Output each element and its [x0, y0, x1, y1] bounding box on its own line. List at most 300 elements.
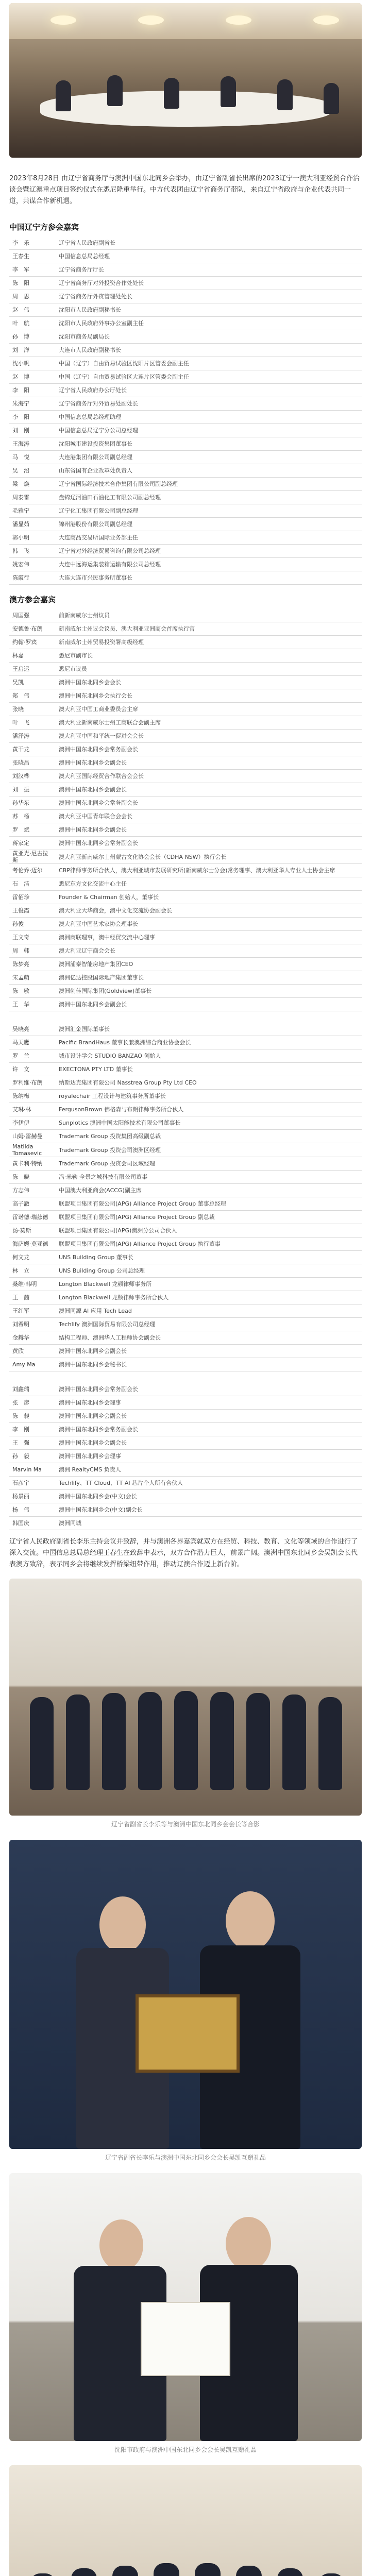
- person-figure: [318, 2573, 344, 2576]
- gift-exchange-photo: [9, 1840, 362, 2149]
- table-row: [9, 823, 362, 837]
- guest-name: 孙 博: [9, 330, 56, 344]
- guest-name: Marvin Ma: [9, 1463, 56, 1477]
- table-row: [9, 1076, 362, 1090]
- guest-title: 联盟项目集团有限公司(APG) Alliance Project Group 执行董事: [56, 1238, 362, 1251]
- guest-name: 王启运: [9, 663, 56, 676]
- guest-title: 新南威尔士州议会议员、澳大利亚亚洲商会首席执行官: [56, 622, 362, 636]
- table-row: [9, 1331, 362, 1345]
- framed-gift: [136, 1994, 240, 2073]
- table-row: [9, 944, 362, 958]
- guest-title: 澳洲中国东北同乡会常务副会长: [56, 743, 362, 756]
- guest-title: 澳大利亚中国艺术家协会理事长: [56, 918, 362, 931]
- certificate-gift: [141, 2302, 230, 2376]
- guest-title: 中国信息总局辽宁分公司总经理: [56, 424, 362, 437]
- guest-title: 辽宁省人民政府办公厅处长: [56, 384, 362, 397]
- guest-title: 澳大利亚辽宁商会会长: [56, 944, 362, 958]
- table-row: [9, 689, 362, 703]
- guest-name: 王红军: [9, 1304, 56, 1318]
- guest-name: 杨 伟: [9, 1503, 56, 1517]
- guest-figure: [56, 80, 71, 111]
- table-row: [9, 1157, 362, 1171]
- guest-title: 澳大利亚大华商会，澳中文化交流协会副会长: [56, 904, 362, 918]
- guest-name: 苏 杨: [9, 810, 56, 823]
- guest-name: 王海涛: [9, 437, 56, 451]
- table-row: [9, 1251, 362, 1264]
- table-row: [9, 1503, 362, 1517]
- guest-title: 澳洲中国东北同乡会常务副会长: [56, 1383, 362, 1396]
- guest-name: 雷佰珍: [9, 891, 56, 904]
- table-row: [9, 1436, 362, 1450]
- guest-figure: [107, 75, 123, 106]
- guest-name: 王 华: [9, 998, 56, 1011]
- guest-title: 澳洲中国东北同乡会副会长: [56, 998, 362, 1011]
- guest-title: 大连港集团有限公司副总经理: [56, 451, 362, 464]
- guest-title: 澳洲中国东北同乡会(中文)副会长: [56, 1503, 362, 1517]
- guest-name: 韩国庆: [9, 1517, 56, 1530]
- table-row: [9, 290, 362, 303]
- table-row: [9, 649, 362, 663]
- spacer: [0, 1371, 371, 1383]
- guest-name: 王俊霞: [9, 904, 56, 918]
- guest-title: 澳洲中国东北同乡会常务副会长: [56, 1423, 362, 1436]
- guest-name: Amy Ma: [9, 1358, 56, 1371]
- guest-name: 陈 昶: [9, 1410, 56, 1423]
- table-row: [9, 676, 362, 689]
- guest-name: 周 韩: [9, 944, 56, 958]
- guest-name: 朱海宁: [9, 397, 56, 411]
- guest-title: 澳洲 RealtyCMS 负责人: [56, 1463, 362, 1477]
- guest-name: 方志伟: [9, 1184, 56, 1197]
- guest-name: 宋孟萌: [9, 971, 56, 985]
- guest-name: 何文龙: [9, 1251, 56, 1264]
- guest-title: 中国（辽宁）自由贸易试验区大连片区管委会副主任: [56, 370, 362, 384]
- table-row: [9, 971, 362, 985]
- guest-title: 辽宁省对外经济贸易咨询有限公司总经理: [56, 545, 362, 558]
- table-row: [9, 783, 362, 796]
- guest-name: 李 刚: [9, 1423, 56, 1436]
- ceiling-lamp-icon: [226, 15, 251, 25]
- table-row: [9, 663, 362, 676]
- table-row: [9, 317, 362, 330]
- guest-figure: [164, 78, 179, 109]
- guest-name: 王春生: [9, 250, 56, 263]
- event-banquet-photo: [9, 3, 362, 158]
- guest-title: 冯·米勒 全景之城科技有限公司董事: [56, 1171, 362, 1184]
- table-row: [9, 330, 362, 344]
- person-figure: [318, 1697, 342, 1790]
- person-figure: [30, 2573, 56, 2576]
- guest-title: 澳洲中国东北同乡会常务副会长: [56, 796, 362, 810]
- guest-name: 吴晓亮: [9, 1023, 56, 1036]
- table-row: [9, 622, 362, 636]
- guest-title: 澳洲中国东北同乡会副会长: [56, 823, 362, 837]
- guest-title: 沈阳城市建设投资集团董事长: [56, 437, 362, 451]
- guest-title: 山东省国有企业改革处负责人: [56, 464, 362, 478]
- guest-title: Techlify 澳洲国际贸易有限公司总经理: [56, 1318, 362, 1331]
- photo-caption: 辽宁省副省长李乐等与澳洲中国东北同乡会会长等合影: [111, 1821, 260, 1828]
- person-figure: [112, 2566, 138, 2576]
- guest-name: 李伊伊: [9, 1116, 56, 1130]
- guest-title: Techlify、TT Cloud、TT AI 芯片个人所有合伙人: [56, 1477, 362, 1490]
- guest-name: 张 彦: [9, 1396, 56, 1410]
- guest-name: 汤·莫斯: [9, 1224, 56, 1238]
- guest-name: 陈纳梅: [9, 1090, 56, 1103]
- guest-name: 刘汉桦: [9, 770, 56, 783]
- person-head: [99, 2219, 143, 2271]
- table-row: [9, 756, 362, 770]
- guest-name: 陈 敏: [9, 985, 56, 998]
- guest-name: 杨景丽: [9, 1490, 56, 1503]
- guest-name: 李 阳: [9, 384, 56, 397]
- table-row: [9, 1318, 362, 1331]
- guest-title: 悉尼市副市长: [56, 649, 362, 663]
- guest-title: Trademark Group 投资集团高级副总裁: [56, 1130, 362, 1143]
- guest-title: Longton Blackwell 龙顿律师事务所合伙人: [56, 1291, 362, 1304]
- person-figure: [282, 1694, 306, 1790]
- guest-name: 石 洁: [9, 877, 56, 891]
- liaoning-guest-table: [9, 236, 362, 585]
- guest-name: 黄欣: [9, 1345, 56, 1358]
- guest-name: 孙 毅: [9, 1450, 56, 1463]
- guest-title: 澳洲中国东北同乡会会长: [56, 676, 362, 689]
- guest-title: 澳洲浦泰智能房地产集团CEO: [56, 958, 362, 971]
- person-head: [226, 1891, 275, 1951]
- guest-title: 澳洲同源 AI 应用 Tech Lead: [56, 1304, 362, 1318]
- guest-name: 海萨姆·莫亚德: [9, 1238, 56, 1251]
- guest-name: 马 悦: [9, 451, 56, 464]
- person-head: [99, 1896, 146, 1953]
- guest-name: 周泰雷: [9, 491, 56, 504]
- guest-name: 张晓: [9, 703, 56, 716]
- guest-name: 李 乐: [9, 236, 56, 250]
- ceiling-lamp-icon: [138, 15, 164, 25]
- table-row: [9, 1358, 362, 1371]
- guest-name: 毛雅宁: [9, 504, 56, 518]
- guest-title: 悉尼市议员: [56, 663, 362, 676]
- photo-caption: 沈阳市政府与澳洲中国东北同乡会会长吴凯互赠礼品: [114, 2446, 257, 2453]
- table-row: [9, 1264, 362, 1278]
- table-row: [9, 397, 362, 411]
- guest-title: 澳大利亚新南威尔士州蒙古文化协会会长（CDHA NSW）执行会长: [56, 850, 362, 864]
- table-row: [9, 277, 362, 290]
- table-row: [9, 518, 362, 531]
- ceiling-lamp-icon: [50, 15, 76, 25]
- guest-title: 澳洲商联理事，澳中经贸交流中心理事: [56, 931, 362, 944]
- guest-name: 罗 斌: [9, 823, 56, 837]
- guest-figure: [324, 83, 339, 114]
- guest-title: 澳大利亚中国青年联合会会长: [56, 810, 362, 823]
- guest-title: 大连商品交易所国际业务部主任: [56, 531, 362, 545]
- guest-title: 大连市人民政府副秘书长: [56, 344, 362, 357]
- guest-figure: [221, 76, 236, 107]
- guest-title: 澳大利亚国际经贸合作联合会会长: [56, 770, 362, 783]
- guest-title: 澳洲中国东北同乡会常务副会长: [56, 837, 362, 850]
- guest-name: 李 军: [9, 263, 56, 277]
- person-figure: [277, 2568, 303, 2576]
- guest-figure: [277, 79, 293, 110]
- guest-title: 联盟项目集团有限公司(APG)澳洲分公司合伙人: [56, 1224, 362, 1238]
- person-figure: [174, 1691, 198, 1790]
- table-row: [9, 703, 362, 716]
- guest-name: 黄亚光·尼古拉斯: [9, 850, 56, 864]
- table-row: [9, 891, 362, 904]
- guest-title: 辽宁省商务厅对外投资合作处处长: [56, 277, 362, 290]
- guest-title: 沈阳市商务局副局长: [56, 330, 362, 344]
- guest-name: 叶 航: [9, 317, 56, 330]
- guest-name: Matilda Tomasevic: [9, 1143, 56, 1157]
- guest-title: 澳大利亚新南威尔士州工商联合会副主席: [56, 716, 362, 730]
- table-row: [9, 1477, 362, 1490]
- table-row: [9, 1090, 362, 1103]
- table-row: [9, 1450, 362, 1463]
- guest-title: 辽宁省国际经济技术合作集团有限公司副总经理: [56, 478, 362, 491]
- table-row: [9, 609, 362, 622]
- intro-paragraph: 2023年8月28日 由辽宁省商务厅与澳洲中国东北同乡会举办，由辽宁省副省长出席的2023辽宁一澳大利亚经贸合作洽谈会暨辽澳重点项目签约仪式在悉尼隆重举行。中方代表团由辽宁省商务厅带队，来自辽宁省政府与企业代表共同一道，共谋合作新机遇。: [9, 175, 360, 205]
- table-row: [9, 864, 362, 877]
- guest-name: 赵 伟: [9, 303, 56, 317]
- person-figure: [71, 2568, 97, 2576]
- guest-title: EXECTONA PTY LTD 董事长: [56, 1063, 362, 1076]
- table-row: [9, 1224, 362, 1238]
- table-row: [9, 250, 362, 263]
- guest-title: Trademark Group 投资会司区域经理: [56, 1157, 362, 1171]
- person-figure: [210, 1692, 234, 1790]
- person-figure: [138, 1692, 162, 1790]
- guest-title: 大连大连市兴民事务所董事长: [56, 571, 362, 585]
- table-row: [9, 558, 362, 571]
- table-row: [9, 1304, 362, 1318]
- guest-name: 考伦乔·迈尔: [9, 864, 56, 877]
- table-row: [9, 918, 362, 931]
- guest-title: 澳洲中国东北同乡会副会长: [56, 1345, 362, 1358]
- guest-name: 孙华东: [9, 796, 56, 810]
- guest-name: 王 强: [9, 1436, 56, 1450]
- guest-title: 悉尼东方文化交流中心主任: [56, 877, 362, 891]
- guest-name: 约翰·罗宾: [9, 636, 56, 649]
- guest-name: 叶 飞: [9, 716, 56, 730]
- guest-name: 刘 刚: [9, 424, 56, 437]
- guest-title: 澳洲创佳国际集团(Goldview)董事长: [56, 985, 362, 998]
- australian-guest-table-continued: [9, 1023, 362, 1371]
- guest-name: 周 思: [9, 290, 56, 303]
- table-row: [9, 958, 362, 971]
- table-row: [9, 424, 362, 437]
- australian-guest-table-continued: [9, 1383, 362, 1530]
- guest-title: 澳洲中国东北同乡会副会长: [56, 1436, 362, 1450]
- guest-name: 韩 飞: [9, 545, 56, 558]
- table-row: [9, 796, 362, 810]
- table-row: [9, 1063, 362, 1076]
- table-row: [9, 1130, 362, 1143]
- guest-title: 盘锦辽河油田石油化工有限公司副总经理: [56, 491, 362, 504]
- guest-title: 澳大利亚中国工商业委员会主席: [56, 703, 362, 716]
- table-row: [9, 1143, 362, 1157]
- table-row: [9, 770, 362, 783]
- guest-title: Founder & Chairman 创始人，董事长: [56, 891, 362, 904]
- guest-name: 金赫华: [9, 1331, 56, 1345]
- table-row: [9, 1278, 362, 1291]
- guest-name: 刘希明: [9, 1318, 56, 1331]
- guest-name: 吴 沼: [9, 464, 56, 478]
- guest-name: 周国强: [9, 609, 56, 622]
- guest-name: 陈梦亮: [9, 958, 56, 971]
- table-row: [9, 850, 362, 864]
- table-row: [9, 1423, 362, 1436]
- guest-title: FergusonBrown 佛格森与布朗律师事务所合伙人: [56, 1103, 362, 1116]
- guest-name: 潘泽涛: [9, 730, 56, 743]
- guest-title: 中国（辽宁）自由贸易试验区沈阳片区管委会副主任: [56, 357, 362, 370]
- guest-name: 陈 晓: [9, 1171, 56, 1184]
- guest-title: 联盟项目集团有限公司(APG) Alliance Project Group 董事总经理: [56, 1197, 362, 1211]
- guest-name: 陈 阳: [9, 277, 56, 290]
- guest-title: Longton Blackwell 龙顿律师事务所: [56, 1278, 362, 1291]
- guest-name: 黄干龙: [9, 743, 56, 756]
- person-head: [226, 2217, 271, 2270]
- table-row: [9, 1410, 362, 1423]
- guest-title: 澳洲汇金国际董事长: [56, 1023, 362, 1036]
- guest-title: 联盟项目集团有限公司(APG) Alliance Project Group 副总裁: [56, 1211, 362, 1224]
- person-figure: [102, 1693, 126, 1790]
- guest-title: 前新南威尔士州议员: [56, 609, 362, 622]
- person-figure: [30, 1697, 54, 1790]
- guest-title: 纳斯达克集团有限公司 Nasstrea Group Pty Ltd CEO: [56, 1076, 362, 1090]
- table-row: [9, 531, 362, 545]
- section-title-liaoning-guests: 中国辽宁方参会嘉宾: [9, 223, 79, 232]
- guest-name: 罗利维·布朗: [9, 1076, 56, 1090]
- guest-name: 姚宏伟: [9, 558, 56, 571]
- table-row: [9, 1036, 362, 1049]
- table-row: [9, 1396, 362, 1410]
- guest-title: Pacific BrandHaus 董事长兼澳洲综合商业协会会长: [56, 1036, 362, 1049]
- guest-name: 王文奇: [9, 931, 56, 944]
- table-row: [9, 545, 362, 558]
- table-row: [9, 1345, 362, 1358]
- guest-name: 艾琳·林: [9, 1103, 56, 1116]
- table-row: [9, 504, 362, 518]
- table-row: [9, 743, 362, 756]
- guest-name: 蒋家定: [9, 837, 56, 850]
- table-row: [9, 1291, 362, 1304]
- person-figure: [236, 2566, 262, 2576]
- guest-name: 刘鑫瑞: [9, 1383, 56, 1396]
- person-figure: [195, 2563, 221, 2576]
- certificate-photo: [9, 2173, 362, 2441]
- guest-name: 吴凯: [9, 676, 56, 689]
- guest-name: 张晓昌: [9, 756, 56, 770]
- guest-title: 澳洲亿达控股国际地产集团董事长: [56, 971, 362, 985]
- guest-title: 澳洲中国东北同乡会副会长: [56, 1410, 362, 1423]
- guest-title: 澳洲中国东北同乡会理事: [56, 1450, 362, 1463]
- table-row: [9, 1023, 362, 1036]
- table-row: [9, 1184, 362, 1197]
- guest-title: 澳大利亚中国和平统一促进会会长: [56, 730, 362, 743]
- guest-name: 安德鲁·布朗: [9, 622, 56, 636]
- table-row: [9, 464, 362, 478]
- guest-name: 陈霞行: [9, 571, 56, 585]
- table-row: [9, 1049, 362, 1063]
- table-row: [9, 478, 362, 491]
- guest-title: Trademark Group 投资会司澳洲区经理: [56, 1143, 362, 1157]
- event-summary-paragraph: 辽宁省人民政府副省长李乐主持会议并致辞，并与澳洲各界嘉宾就双方在经贸、科技、教育、文化等领域的合作进行了深入交流。中国信息总局总经理王春生在致辞中表示，双方合作潜力巨大，前景广阔。澳洲中国东北同乡会吴凯会长代表澳方致辞，表示同乡会将继续发挥桥梁纽带作用，推动辽澳合作迈上新台阶。: [9, 1538, 358, 1568]
- table-row: [9, 1211, 362, 1224]
- guest-title: 中国信息总局总经理助理: [56, 411, 362, 424]
- guest-name: 雷诺德·瑞兹德: [9, 1211, 56, 1224]
- guest-title: 辽宁省商务厅外资管理处处长: [56, 290, 362, 303]
- guest-name: 孙俊: [9, 918, 56, 931]
- guest-title: 锦州港股份有限公司副总经理: [56, 518, 362, 531]
- person-figure: [66, 1694, 90, 1790]
- guest-name: 林嘉: [9, 649, 56, 663]
- guest-name: 刘 洋: [9, 344, 56, 357]
- guest-name: 潘显茹: [9, 518, 56, 531]
- guest-name: 桑维·韩明: [9, 1278, 56, 1291]
- guest-title: 辽宁化工集团有限公司副总经理: [56, 504, 362, 518]
- spacer: [0, 1011, 371, 1023]
- photo-caption: 辽宁省副省长李乐与澳洲中国东北同乡会会长吴凯互赠礼品: [105, 2154, 266, 2161]
- guest-title: 中国信息总局总经理: [56, 250, 362, 263]
- guest-title: CBP律师事务所合伙人，澳大利亚城市发展研究所(新南威尔士分会)常务理事、澳大利亚华人专业人士协会主席: [56, 864, 362, 877]
- guest-name: 刘 振: [9, 783, 56, 796]
- ceiling-lamp-icon: [313, 15, 339, 25]
- guest-title: 结构工程师、澳洲华人工程师协会副会长: [56, 1331, 362, 1345]
- table-row: [9, 411, 362, 424]
- guest-name: 梁 焕: [9, 478, 56, 491]
- table-row: [9, 1383, 362, 1396]
- table-row: [9, 236, 362, 250]
- person-figure: [154, 2563, 179, 2576]
- guest-title: 辽宁省商务厅厅长: [56, 263, 362, 277]
- table-row: [9, 730, 362, 743]
- guest-name: 石彦宇: [9, 1477, 56, 1490]
- table-row: [9, 357, 362, 370]
- table-row: [9, 1197, 362, 1211]
- table-row: [9, 263, 362, 277]
- table-row: [9, 1116, 362, 1130]
- guest-title: 澳洲中国东北同乡会副会长: [56, 756, 362, 770]
- table-row: [9, 1171, 362, 1184]
- guest-name: 高子澈: [9, 1197, 56, 1211]
- guest-title: 辽宁省商务厅对外贸易处副处长: [56, 397, 362, 411]
- guest-name: 王 茜: [9, 1291, 56, 1304]
- table-row: [9, 384, 362, 397]
- guest-name: 郑 伟: [9, 689, 56, 703]
- table-row: [9, 1103, 362, 1116]
- guest-title: 澳洲中国东北同乡会(中文)会长: [56, 1490, 362, 1503]
- guest-name: 山姆·雷赫曼: [9, 1130, 56, 1143]
- guest-title: 沈阳市人民政府外事办公室副主任: [56, 317, 362, 330]
- guest-name: 许 文: [9, 1063, 56, 1076]
- table-row: [9, 437, 362, 451]
- guest-name: 李 阳: [9, 411, 56, 424]
- guest-title: 辽宁省人民政府副省长: [56, 236, 362, 250]
- meeting-group-photo: [9, 2465, 362, 2576]
- table-row: [9, 904, 362, 918]
- table-row: [9, 491, 362, 504]
- table-row: [9, 451, 362, 464]
- guest-title: 澳洲中国东北同乡会副会长: [56, 783, 362, 796]
- guest-title: 新南威尔士州贸易投资署高级经理: [56, 636, 362, 649]
- table-row: [9, 810, 362, 823]
- table-row: [9, 303, 362, 317]
- guest-name: 罗 兰: [9, 1049, 56, 1063]
- guest-name: 林 立: [9, 1264, 56, 1278]
- guest-title: 大连中远海运集装箱运输有限公司总经理: [56, 558, 362, 571]
- guest-title: royalechair 工程设计与建筑事务所董事长: [56, 1090, 362, 1103]
- table-row: [9, 1238, 362, 1251]
- table-row: [9, 344, 362, 357]
- table-row: [9, 571, 362, 585]
